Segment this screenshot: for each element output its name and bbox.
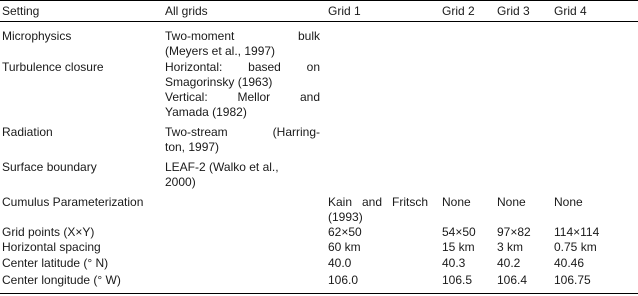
row-center-latitude-grid2: 40.3 bbox=[442, 256, 466, 270]
row-turbulence-all-line4: Yamada (1982) bbox=[165, 105, 247, 119]
row-center-longitude-grid3: 106.4 bbox=[497, 273, 528, 287]
row-microphysics-all-line1: Two-moment bulk bbox=[165, 29, 320, 43]
row-radiation-label: Radiation bbox=[2, 125, 53, 139]
row-cumulus-grid2: None bbox=[442, 195, 471, 209]
table-top-rule bbox=[0, 0, 638, 1]
row-surface-all-line2: 2000) bbox=[165, 175, 196, 189]
row-turbulence-all-line2: Smagorinsky (1963) bbox=[165, 75, 273, 89]
row-spacing-grid2: 15 km bbox=[442, 240, 475, 254]
header-grid-4: Grid 4 bbox=[554, 4, 587, 18]
row-spacing-label: Horizontal spacing bbox=[2, 240, 101, 254]
row-cumulus-label: Cumulus Parameterization bbox=[2, 195, 144, 209]
header-rule bbox=[0, 21, 638, 22]
row-grid-points-grid4: 114×114 bbox=[554, 225, 600, 239]
row-center-longitude-grid2: 106.5 bbox=[442, 273, 473, 287]
row-spacing-grid1: 60 km bbox=[328, 240, 361, 254]
header-setting: Setting bbox=[2, 4, 40, 18]
row-cumulus-grid1-line1: Kain and Fritsch bbox=[328, 195, 428, 209]
header-all-grids: All grids bbox=[165, 4, 208, 18]
row-center-longitude-grid1: 106.0 bbox=[328, 273, 359, 287]
row-surface-all-line1: LEAF-2 (Walko et al., bbox=[165, 160, 279, 174]
header-grid-1: Grid 1 bbox=[328, 4, 361, 18]
row-spacing-grid3: 3 km bbox=[497, 240, 524, 254]
row-cumulus-grid4: None bbox=[554, 195, 583, 209]
row-turbulence-all-line1: Horizontal: based on bbox=[165, 60, 320, 74]
row-center-latitude-grid1: 40.0 bbox=[328, 256, 352, 270]
row-center-latitude-label: Center latitude (° N) bbox=[2, 256, 109, 270]
row-radiation-all-line2: ton, 1997) bbox=[165, 140, 220, 154]
row-radiation-all-line1: Two-stream (Harring- bbox=[165, 125, 320, 139]
row-center-longitude-label: Center longitude (° W) bbox=[2, 273, 121, 287]
row-center-latitude-grid3: 40.2 bbox=[497, 256, 521, 270]
row-microphysics-label: Microphysics bbox=[2, 29, 72, 43]
row-spacing-grid4: 0.75 km bbox=[554, 240, 597, 254]
row-center-latitude-grid4: 40.46 bbox=[554, 256, 585, 270]
row-cumulus-grid3: None bbox=[497, 195, 526, 209]
row-grid-points-grid3: 97×82 bbox=[497, 225, 531, 239]
row-cumulus-grid1-line2: (1993) bbox=[328, 210, 363, 224]
row-turbulence-all-line3: Vertical: Mellor and bbox=[165, 90, 320, 104]
row-grid-points-label: Grid points (X×Y) bbox=[2, 225, 95, 239]
row-grid-points-grid2: 54×50 bbox=[442, 225, 476, 239]
row-center-longitude-grid4: 106.75 bbox=[554, 273, 591, 287]
header-grid-2: Grid 2 bbox=[442, 4, 475, 18]
row-microphysics-all-line2: (Meyers et al., 1997) bbox=[165, 44, 276, 58]
row-grid-points-grid1: 62×50 bbox=[328, 225, 362, 239]
table-bottom-rule bbox=[0, 293, 638, 294]
row-turbulence-label: Turbulence closure bbox=[2, 60, 104, 74]
header-grid-3: Grid 3 bbox=[497, 4, 530, 18]
row-surface-label: Surface boundary bbox=[2, 160, 97, 174]
